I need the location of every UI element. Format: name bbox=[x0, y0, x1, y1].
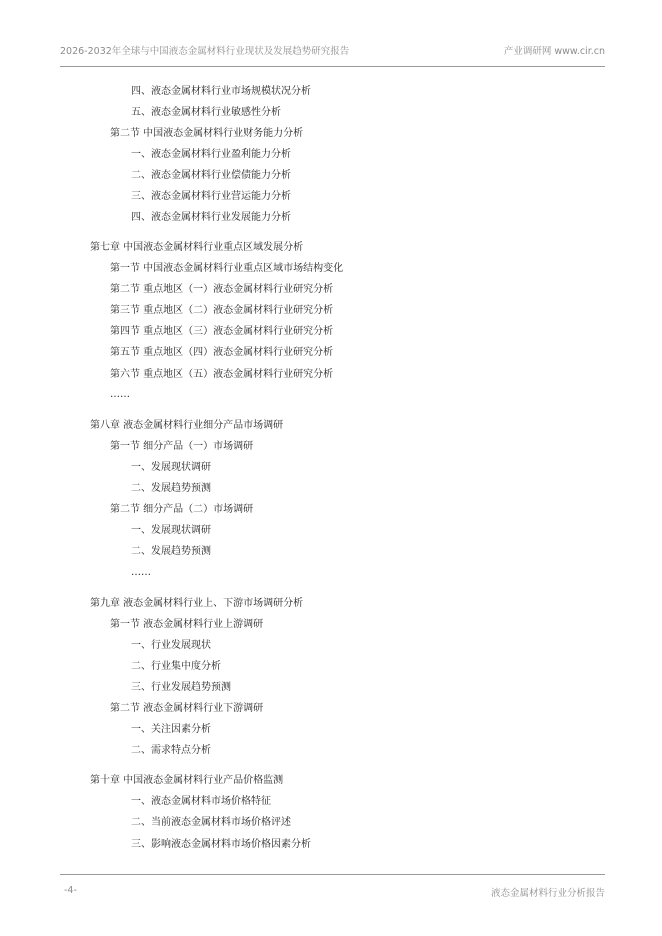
toc-entry: 第六节 重点地区（五）液态金属材料行业研究分析 bbox=[110, 369, 334, 380]
toc-chapter: 第七章 中国液态金属材料行业重点区域发展分析 bbox=[90, 242, 304, 253]
toc-entry: 三、影响液态金属材料市场价格因素分析 bbox=[131, 839, 311, 850]
toc-entry: 二、发展趋势预测 bbox=[131, 546, 211, 557]
toc-entry: 三、行业发展趋势预测 bbox=[131, 682, 231, 693]
toc-ellipsis: …… bbox=[110, 389, 130, 400]
toc-entry: 第四节 重点地区（三）液态金属材料行业研究分析 bbox=[110, 326, 334, 337]
footer-report-name: 液态金属材料行业分析报告 bbox=[490, 888, 605, 899]
toc-entry: 第二节 细分产品（二）市场调研 bbox=[110, 504, 254, 515]
toc-entry: 第一节 液态金属材料行业上游调研 bbox=[110, 619, 264, 630]
site-name: 产业调研网 www.cir.cn bbox=[503, 46, 605, 57]
toc-entry: 二、当前液态金属材料市场价格评述 bbox=[131, 817, 291, 828]
toc-ellipsis: …… bbox=[131, 567, 151, 578]
toc-entry: 一、发展现状调研 bbox=[131, 462, 211, 473]
toc-entry: 第一节 中国液态金属材料行业重点区域市场结构变化 bbox=[110, 263, 344, 274]
toc-entry: 二、行业集中度分析 bbox=[131, 661, 221, 672]
toc-chapter: 第十章 中国液态金属材料行业产品价格监测 bbox=[90, 775, 284, 786]
page-header bbox=[60, 38, 605, 67]
report-title: 2026-2032年全球与中国液态金属材料行业现状及发展趋势研究报告 bbox=[60, 46, 350, 57]
toc-entry: 一、液态金属材料市场价格特征 bbox=[131, 796, 271, 807]
page-footer bbox=[60, 874, 605, 899]
toc-chapter: 第九章 液态金属材料行业上、下游市场调研分析 bbox=[90, 598, 304, 609]
toc-chapter: 第八章 液态金属材料行业细分产品市场调研 bbox=[90, 420, 284, 431]
toc-entry: 四、液态金属材料行业发展能力分析 bbox=[131, 212, 291, 223]
toc-entry: 第二节 中国液态金属材料行业财务能力分析 bbox=[110, 128, 304, 139]
toc-entry: 二、液态金属材料行业偿债能力分析 bbox=[131, 170, 291, 181]
toc-entry: 第五节 重点地区（四）液态金属材料行业研究分析 bbox=[110, 347, 334, 358]
toc-entry: 三、液态金属材料行业营运能力分析 bbox=[131, 191, 291, 202]
page-number: -4- bbox=[64, 885, 77, 896]
toc-entry: 第二节 重点地区（一）液态金属材料行业研究分析 bbox=[110, 284, 334, 295]
toc-entry: 四、液态金属材料行业市场规模状况分析 bbox=[131, 86, 311, 97]
toc-entry: 一、行业发展现状 bbox=[131, 640, 211, 651]
toc-entry: 一、关注因素分析 bbox=[131, 724, 211, 735]
toc-entry: 第三节 重点地区（二）液态金属材料行业研究分析 bbox=[110, 305, 334, 316]
toc-entry: 第二节 液态金属材料行业下游调研 bbox=[110, 703, 264, 714]
toc-entry: 五、液态金属材料行业敏感性分析 bbox=[131, 107, 281, 118]
toc-entry: 一、发展现状调研 bbox=[131, 525, 211, 536]
toc-entry: 一、液态金属材料行业盈利能力分析 bbox=[131, 149, 291, 160]
toc-entry: 二、发展趋势预测 bbox=[131, 483, 211, 494]
toc-entry: 二、需求特点分析 bbox=[131, 745, 211, 756]
toc-entry: 第一节 细分产品（一）市场调研 bbox=[110, 441, 254, 452]
